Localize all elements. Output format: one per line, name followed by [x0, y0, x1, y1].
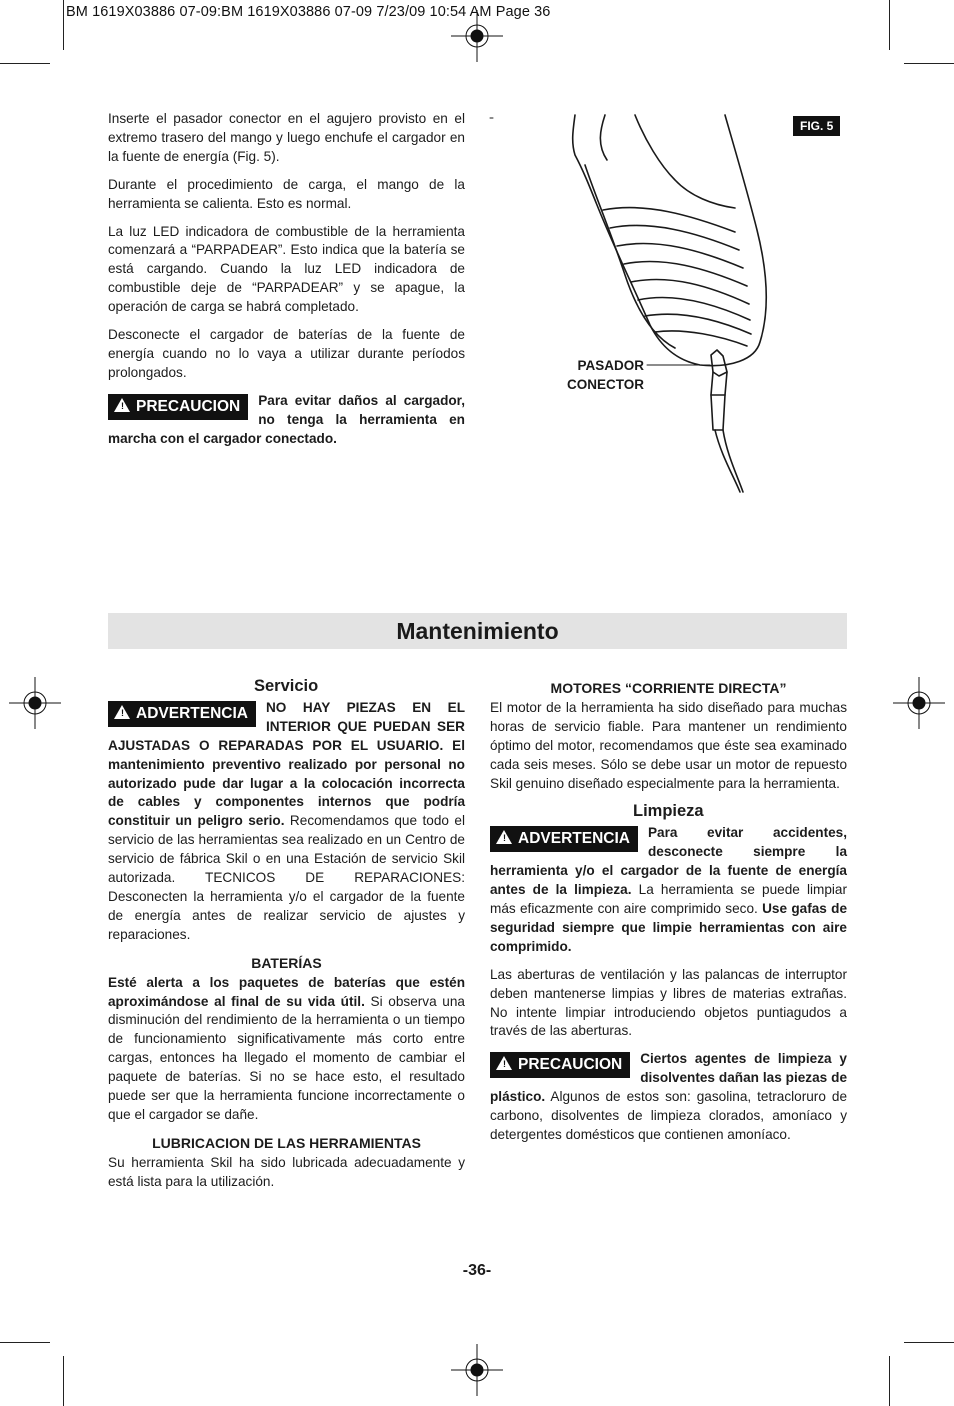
baterias-text: Si observa una disminución del rendimiento de la herramienta o un tiempo de funcionamiento significativamente más corto entre cargas, entonces ha llegado el momento de cambiar el paquete de baterías. Si no se hace esto, el resultado puede ser que la herramienta funcione incorrectamente o que el cargador se dañe.: [108, 993, 465, 1122]
servicio-warning: [108, 699, 465, 945]
page-number: -36-: [462, 1262, 492, 1279]
charging-paragraph-4: Desconecte el cargador de baterías de la fuente de energía cuando no lo vaya a utilizar durante períodos prolongados.: [108, 327, 465, 380]
limpieza-paragraph-2: Las aberturas de ventilación y las palancas de interruptor deben mantenerse limpias y libres de materias extrañas. No intente limpiar introduciendo objetos puntiagudos a través de las aberturas.: [490, 966, 847, 1039]
figure-tag: FIG. 5: [793, 116, 840, 136]
charging-instructions: [108, 110, 465, 458]
limpieza-warning-text: La herramienta se puede limpiar más eficazmente con aire comprimido seco.: [490, 882, 847, 916]
charging-paragraph-1: Inserte el pasador conector en el agujero provisto en el extremo trasero del mango y luego enchufe el cargador en la fuente de energía (Fig. 5).: [108, 111, 465, 164]
caution-badge: [490, 1052, 630, 1078]
motores-heading: MOTORES “CORRIENTE DIRECTA”: [550, 680, 787, 696]
limpieza-caution-bold: Ciertos agentes de limpieza y disolventes dañan las piezas de plástico.: [490, 1051, 847, 1105]
warning-triangle-icon: !: [114, 705, 130, 719]
servicio-warning-bold: NO HAY PIEZAS EN EL INTERIOR QUE PUEDAN SER AJUSTADAS O REPARADAS POR EL USUARIO. El mantenimiento preventivo realizado por personal no autorizado pude dar lugar a la colocación incorrecta de cables y componentes internos que podría constituir un peligro serio.: [108, 699, 465, 829]
figure-callout: [540, 356, 644, 394]
caution-text: Para evitar daños al cargador, no tenga la herramienta en marcha con el cargador conectado.: [108, 392, 465, 446]
caution-label: PRECAUCION: [518, 1056, 623, 1074]
limpieza-warning-bold: Para evitar accidentes, desconecte siempre la herramienta y/o el cargador de la fuente de energía antes de la limpieza.: [490, 825, 847, 898]
motores-text: El motor de la herramienta ha sido diseñado para muchas horas de servicio fiable. Para mantener un rendimiento óptimo del motor, recomendamos que éste sea examinado cada seis meses. Sólo se debe usar un motor de repuesto Skil genuino diseñado especialmente para la herramienta.: [490, 699, 847, 791]
servicio-heading: Servicio: [254, 677, 319, 695]
warning-label: ADVERTENCIA: [518, 830, 630, 848]
right-maintenance-column: [490, 679, 847, 1154]
left-maintenance-column: [108, 677, 465, 1201]
limpieza-warning-bold-2: Use gafas de seguridad siempre que limpie herramientas con aire comprimido.: [490, 900, 847, 954]
baterias-bold: Esté alerta a los paquetes de baterías que estén aproximándose al final de su vida útil.: [108, 974, 465, 1009]
lubricacion-heading: LUBRICACION DE LAS HERRAMIENTAS: [152, 1134, 421, 1151]
charging-caution: [108, 392, 465, 449]
limpieza-heading: Limpieza: [633, 802, 704, 821]
lubricacion-text: Su herramienta Skil ha sido lubricada adecuadamente y está lista para la utilización.: [108, 1154, 465, 1189]
charger-handle-illustration: [485, 110, 785, 495]
callout-line-1: PASADOR: [577, 358, 644, 373]
caution-label: PRECAUCION: [136, 397, 241, 415]
servicio-warning-text: Recomendamos que todo el servicio de las herramientas sea realizado en un Centro de servicio de fábrica Skil o en una Estación de servicio Skil autorizada. TECNICOS DE REPARACIONES: Desconecten la herramienta y/o el cargador de la fuente de energía antes de realizar servicio de ajustes y reparaciones.: [108, 813, 465, 942]
baterias-paragraph: [108, 974, 465, 1125]
baterias-heading: BATERÍAS: [251, 954, 322, 971]
section-banner: [108, 613, 847, 649]
warning-badge: [490, 826, 638, 852]
limpieza-caution-text: Algunos de estos son: gasolina, tetracloruro de carbono, disolventes de limpieza clorados, amoníaco y detergentes domésticos que contienen amoníaco.: [490, 1089, 847, 1142]
section-title: Mantenimiento: [396, 618, 559, 644]
warning-triangle-icon: !: [114, 398, 130, 412]
caution-badge: [108, 394, 248, 420]
warning-triangle-icon: !: [496, 1056, 512, 1070]
limpieza-caution: [490, 1050, 847, 1145]
warning-label: ADVERTENCIA: [136, 704, 248, 722]
warning-badge: [108, 701, 256, 727]
charging-paragraph-3: La luz LED indicadora de combustible de la herramienta comenzará a “PARPADEAR”. Esto indica que la batería se está cargando. Cuando la luz LED indicadora de combustible deje de “PARPADEAR” y se apague, la operación de carga se habrá completado.: [108, 223, 465, 315]
charging-paragraph-2: Durante el procedimiento de carga, el mango de la herramienta se calienta. Esto es normal.: [108, 176, 465, 211]
limpieza-warning: [490, 824, 847, 956]
print-slug: BM 1619X03886 07-09:BM 1619X03886 07-09 7/23/09 10:54 AM Page 36: [66, 4, 551, 20]
callout-line-2: CONECTOR: [566, 377, 644, 392]
warning-triangle-icon: !: [496, 830, 512, 844]
